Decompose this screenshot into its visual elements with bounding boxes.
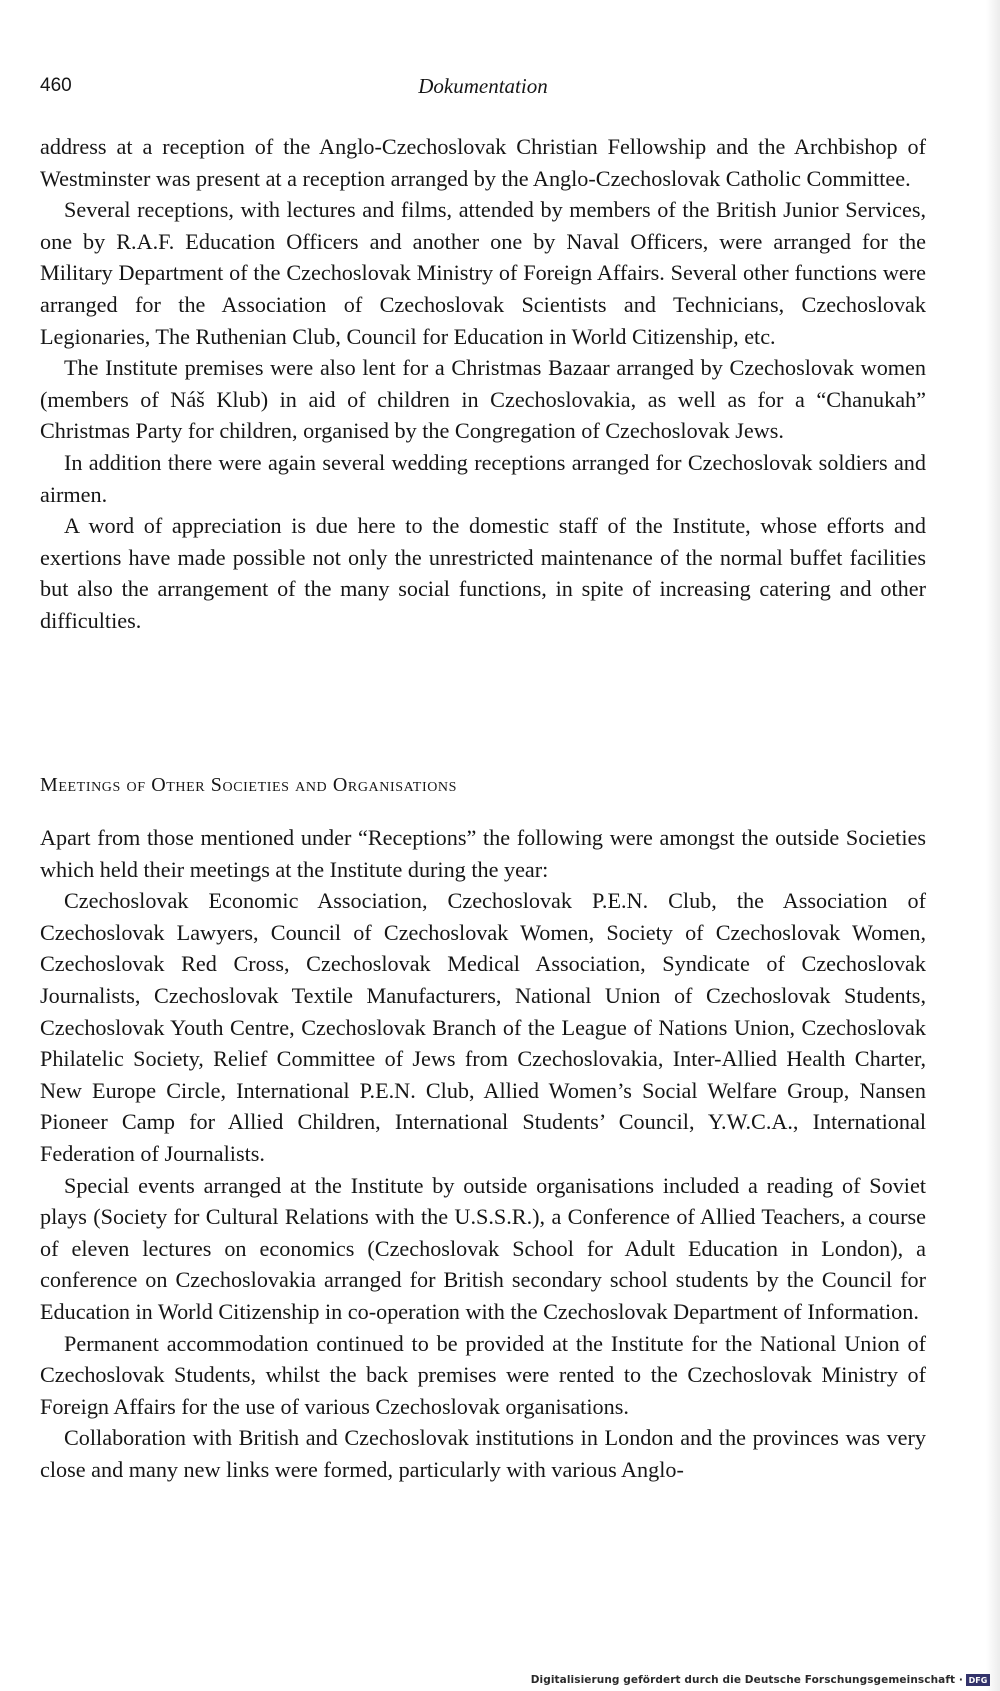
body-text-section-1 [40, 131, 926, 637]
page-number: 460 [40, 75, 72, 96]
paragraph: A word of appreciation is due here to the domestic staff of the Institute, whose efforts and exertions have made possible not only the unrestricted maintenance of the normal buffet facilities but also the arrangement of the many social functions, in spite of increasing catering and other difficulties. [40, 513, 926, 633]
paragraph: address at a reception of the Anglo-Czechoslovak Christian Fellowship and the Archbishop of Westminster was present at a reception arranged by the Anglo-Czechoslovak Catholic Committee. [40, 134, 926, 191]
paragraph: Apart from those mentioned under “Receptions” the following were amongst the outside Societies which held their meetings at the Institute during the year: [40, 825, 926, 882]
running-head: Dokumentation [418, 74, 548, 98]
paragraph: Czechoslovak Economic Association, Czechoslovak P.E.N. Club, the Association of Czechoslovak Lawyers, Council of Czechoslovak Women, Society of Czechoslovak Women, Czechoslovak Red Cross, Czechoslovak Medical Association, Syndicate of Czechoslovak Journalists, Czechoslovak Textile Manufacturers, National Union of Czechoslovak Students, Czechoslovak Youth Centre, Czechoslovak Branch of the League of Nations Union, Czechoslovak Philatelic Society, Relief Committee of Jews from Czechoslovakia, Inter-Allied Health Charter, New Europe Circle, International P.E.N. Club, Allied Women’s Social Welfare Group, Nansen Pioneer Camp for Allied Children, International Students’ Council, Y.W.C.A., International Federation of Journalists. [40, 888, 926, 1166]
digitization-footer [531, 1672, 990, 1688]
page-edge-shadow [986, 0, 1000, 1691]
paragraph: The Institute premises were also lent for a Christmas Bazaar arranged by Czechoslovak women (members of Náš Klub) in aid of children in Czechoslovakia, as well as for a “Chanukah” Christmas Party for children, organised by the Congregation of Czechoslovak Jews. [40, 355, 926, 444]
section-heading: Meetings of Other Societies and Organisations [40, 774, 458, 796]
body-text-section-2 [40, 822, 926, 1485]
paragraph: Several receptions, with lectures and films, attended by members of the British Junior Services, one by R.A.F. Education Officers and another one by Naval Officers, were arranged for the Military Department of the Czechoslovak Ministry of Foreign Affairs. Several other functions were arranged for the Association of Czechoslovak Scientists and Technicians, Czechoslovak Legionaries, The Ruthenian Club, Council for Education in World Citizenship, etc. [40, 197, 926, 349]
paragraph: Permanent accommodation continued to be provided at the Institute for the National Union of Czechoslovak Students, whilst the back premises were rented to the Czechoslovak Ministry of Foreign Affairs for the use of various Czechoslovak organisations. [40, 1330, 926, 1419]
paragraph: In addition there were again several wedding receptions arranged for Czechoslovak soldiers and airmen. [40, 449, 926, 507]
dfg-logo-icon: DFG [966, 1674, 990, 1686]
paragraph: Collaboration with British and Czechoslovak institutions in London and the provinces was very close and many new links were formed, particularly with various Anglo- [40, 1425, 926, 1482]
page-header [40, 70, 926, 102]
paragraph: Special events arranged at the Institute by outside organisations included a reading of Soviet plays (Society for Cultural Relations with the U.S.S.R.), a Conference of Allied Teachers, a course of eleven lectures on economics (Czechoslovak School for Adult Education in London), a conference on Czechoslovakia arranged for British secondary school students by the Council for Education in World Citizenship in co-operation with the Czechoslovak Department of Information. [40, 1172, 926, 1324]
footer-text: Digitalisierung gefördert durch die Deutsche Forschungsgemeinschaft · [530, 1674, 963, 1686]
